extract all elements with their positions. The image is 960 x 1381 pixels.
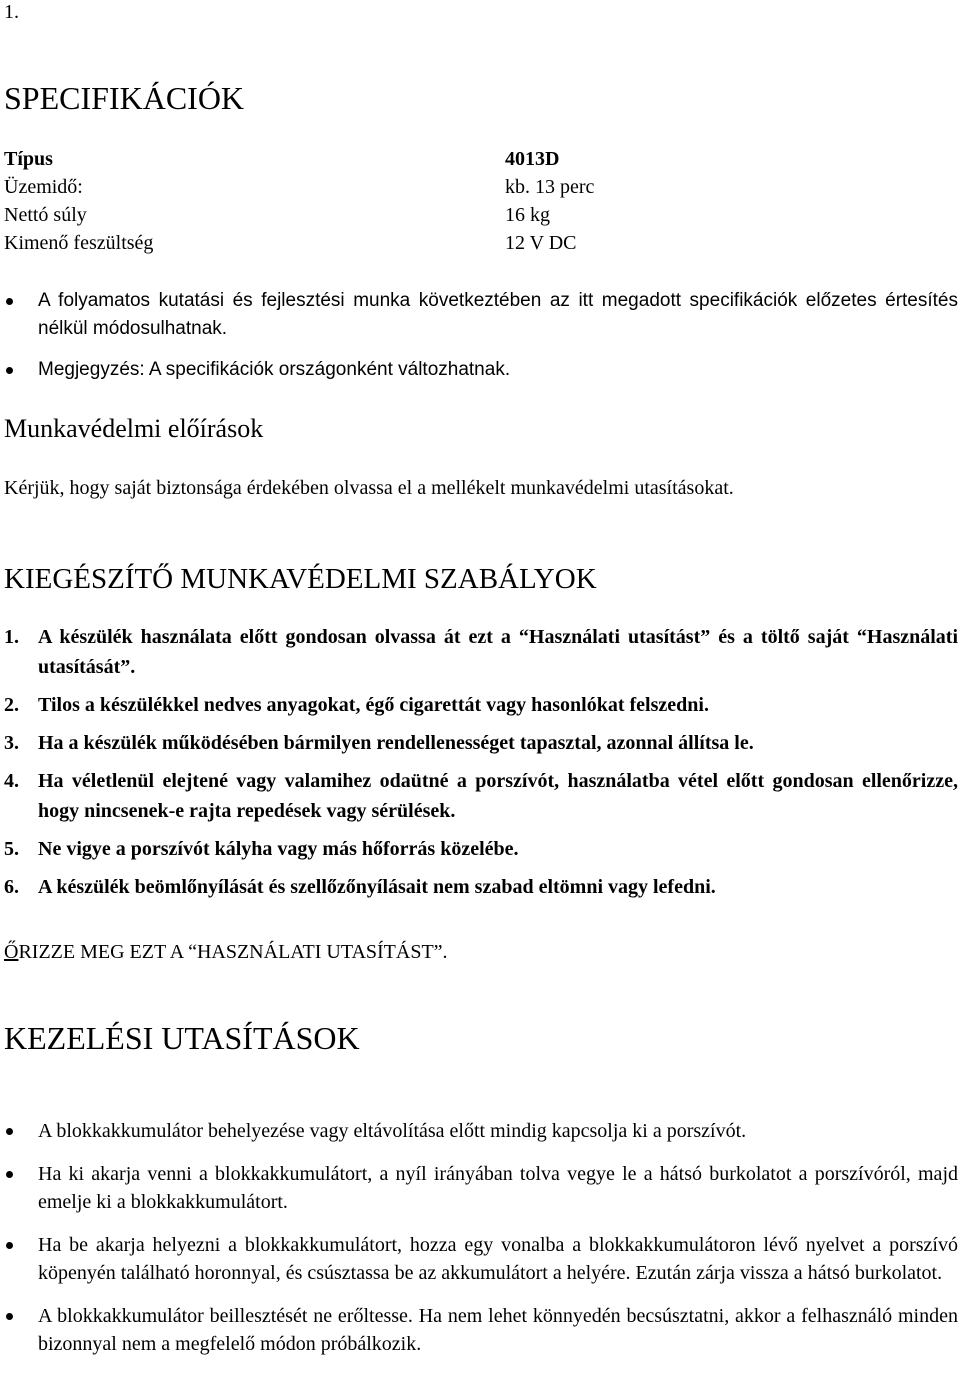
item-number: 6. <box>4 876 19 898</box>
page-number: 1. <box>4 1 19 23</box>
item-number: 5. <box>4 838 19 860</box>
spec-row <box>4 229 594 257</box>
list-item <box>4 1117 958 1145</box>
note-text: A folyamatos kutatási és fejlesztési munka következtében az itt megadott specifikációk előzetes értesítés nélkül módosulhatnak. <box>38 290 958 339</box>
list-item <box>4 287 958 343</box>
spec-label: Üzemidő: <box>4 176 83 198</box>
extra-safety-list <box>4 622 958 902</box>
spec-label: Nettó súly <box>4 204 87 226</box>
item-number: 1. <box>4 626 19 648</box>
item-number: 4. <box>4 770 19 792</box>
list-item <box>4 1160 958 1216</box>
item-text: A készülék használata előtt gondosan olvassa át ezt a “Használati utasítást” és a töltő saját “Használati utasítását”. <box>38 626 958 678</box>
spec-row <box>4 173 594 201</box>
list-item <box>4 622 958 682</box>
spec-label: Kimenő feszültség <box>4 232 154 254</box>
spec-row <box>4 201 594 229</box>
list-item <box>4 1302 958 1358</box>
list-item <box>4 690 958 720</box>
list-item <box>4 766 958 826</box>
keep-rest: RIZZE MEG EZT A “HASZNÁLATI UTASÍTÁST”. <box>18 941 448 963</box>
list-item <box>4 834 958 864</box>
spec-value: 4013D <box>505 148 560 170</box>
item-text: Ha a készülék működésében bármilyen rendellenességet tapasztal, azonnal állítsa le. <box>38 732 754 754</box>
list-item <box>4 1231 958 1287</box>
item-text: Ha véletlenül elejtené vagy valamihez odaütné a porszívót, használatba vétel előtt gondosan ellenőrizze, hogy nincsenek-e rajta repedések vagy sérülések. <box>38 770 958 822</box>
keep-instructions-notice <box>4 938 448 966</box>
spec-value: kb. 13 perc <box>505 176 595 198</box>
spec-row <box>4 145 594 173</box>
item-text: Ne vigye a porszívót kályha vagy más hőforrás közelébe. <box>38 838 519 860</box>
extra-safety-heading: KIEGÉSZÍTŐ MUNKAVÉDELMI SZABÁLYOK <box>4 563 597 595</box>
instruction-text: A blokkakkumulátor beillesztését ne erőltesse. Ha nem lehet könnyedén becsúsztatni, akkor a felhasználó minden bizonnyal nem a megfelelő módon próbálkozik. <box>38 1305 958 1355</box>
operation-list <box>4 1117 958 1358</box>
spec-label: Típus <box>4 148 53 170</box>
safety-heading: Munkavédelmi előírások <box>4 414 264 443</box>
spec-value: 16 kg <box>505 204 550 226</box>
spec-table <box>4 145 594 257</box>
instruction-text: Ha be akarja helyezni a blokkakkumulátort, hozza egy vonalba a blokkakkumulátoron lévő nyelvet a porszívó köpenyén található horonnyal, és csúsztassa be az akkumulátort a helyére. Ezután zárja vissza a hátsó burkolatot. <box>38 1234 958 1284</box>
spec-value: 12 V DC <box>505 232 577 254</box>
item-text: Tilos a készülékkel nedves anyagokat, égő cigarettát vagy hasonlókat felszedni. <box>38 694 709 716</box>
item-number: 2. <box>4 694 19 716</box>
item-number: 3. <box>4 732 19 754</box>
list-item <box>4 728 958 758</box>
instruction-text: Ha ki akarja venni a blokkakkumulátort, a nyíl irányában tolva vegye le a hátsó burkolatot a porszívóról, majd emelje ki a blokkakkumulátort. <box>38 1163 958 1213</box>
operation-heading: KEZELÉSI UTASÍTÁSOK <box>4 1020 360 1056</box>
spec-notes <box>4 287 958 384</box>
safety-text: Kérjük, hogy saját biztonsága érdekében olvassa el a mellékelt munkavédelmi utasításokat. <box>4 477 734 499</box>
note-text: Megjegyzés: A specifikációk országonként változhatnak. <box>38 359 511 380</box>
keep-first-letter: Ő <box>4 941 19 963</box>
list-item <box>4 356 958 384</box>
instruction-text: A blokkakkumulátor behelyezése vagy eltávolítása előtt mindig kapcsolja ki a porszívót. <box>38 1120 747 1142</box>
list-item <box>4 872 958 902</box>
specs-heading: SPECIFIKÁCIÓK <box>4 80 245 116</box>
item-text: A készülék beömlőnyílását és szellőzőnyílásait nem szabad eltömni vagy lefedni. <box>38 876 716 898</box>
